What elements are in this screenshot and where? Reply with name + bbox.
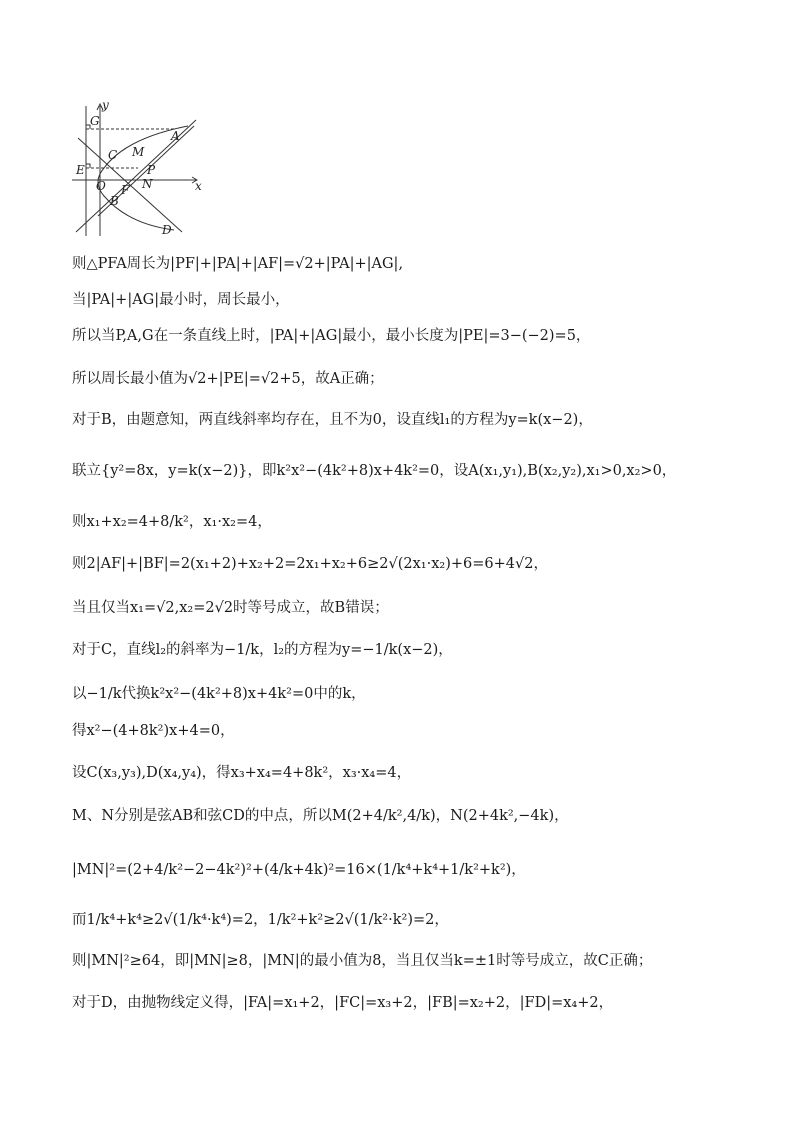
text-line: 则2|AF|+|BF|=2(x₁+2)+x₂+2=2x₁+x₂+6≥2√(2x₁·x₂)+6=6+4√2， <box>72 556 548 572</box>
text-line: M、N分别是弦AB和弦CD的中点，所以M(2+4/k²,4/k)，N(2+4k²,−4k)， <box>72 808 569 824</box>
text-line: 联立{y²=8x，y=k(x−2)}，即k²x²−(4k²+8)x+4k²=0，设A(x₁,y₁),B(x₂,y₂),x₁>0,x₂>0， <box>72 463 677 479</box>
text-line: 当且仅当x₁=√2,x₂=2√2时等号成立，故B错误； <box>72 600 389 616</box>
text-line: 以−1/k代换k²x²−(4k²+8)x+4k²=0中的k， <box>72 686 366 702</box>
label-n: N <box>142 177 153 191</box>
text-line: 所以周长最小值为√2+|PE|=√2+5，故A正确； <box>72 371 384 387</box>
text-line: 而1/k⁴+k⁴≥2√(1/k⁴·k⁴)=2，1/k²+k²≥2√(1/k²·k²)=2， <box>72 912 449 928</box>
text-line: 则△PFA周长为|PF|+|PA|+|AF|=√2+|PA|+|AG|, <box>72 256 404 272</box>
text-line: 当|PA|+|AG|最小时，周长最小， <box>72 292 290 308</box>
text-line: 所以当P,A,G在一条直线上时，|PA|+|AG|最小，最小长度为|PE|=3−(−2)=5， <box>72 328 591 344</box>
text-line: 则|MN|²≥64，即|MN|≥8，|MN|的最小值为8，当且仅当k=±1时等号成立，故C正确； <box>72 953 653 969</box>
label-x: x <box>195 179 202 193</box>
text-line: 得x²−(4+8k²)x+4=0， <box>72 723 235 739</box>
label-g: G <box>90 114 100 128</box>
label-b: B <box>110 194 119 208</box>
label-p: P <box>147 163 156 177</box>
label-m: M <box>132 145 145 159</box>
label-a: A <box>171 129 180 143</box>
label-c: C <box>108 148 118 162</box>
text-line: 设C(x₃,y₃),D(x₄,y₄)，得x₃+x₄=4+8k²，x₃·x₄=4， <box>72 765 412 781</box>
label-e: E <box>76 163 85 177</box>
parabola-figure <box>70 98 210 238</box>
text-line: 对于B，由题意知，两直线斜率均存在，且不为0，设直线l₁的方程为y=k(x−2)， <box>72 412 593 428</box>
label-f: F <box>121 183 130 197</box>
text-line: 对于C，直线l₂的斜率为−1/k，l₂的方程为y=−1/k(x−2)， <box>72 642 453 658</box>
right-angle-e <box>86 164 90 168</box>
label-o: O <box>96 179 106 193</box>
text-line: |MN|²=(2+4/k²−2−4k²)²+(4/k+4k)²=16×(1/k⁴+k⁴+1/k²+k²)， <box>72 862 526 878</box>
text-line: 对于D，由抛物线定义得，|FA|=x₁+2，|FC|=x₃+2，|FB|=x₂+2，|FD|=x₄+2， <box>72 995 614 1011</box>
text-line: 则x₁+x₂=4+8/k²，x₁·x₂=4， <box>72 514 272 530</box>
label-d: D <box>162 223 172 237</box>
label-y: y <box>102 98 109 112</box>
